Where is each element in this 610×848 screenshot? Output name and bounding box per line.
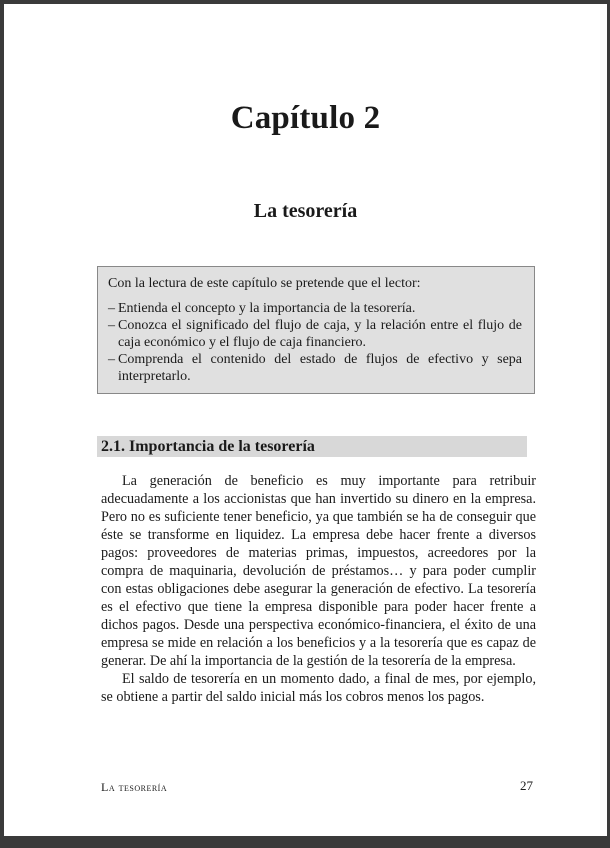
objective-item (108, 317, 522, 351)
page-number: 27 (520, 778, 533, 793)
chapter-title: Capítulo 2 (230, 100, 381, 136)
section-heading: 2.1. Importancia de la tesorería (97, 436, 527, 457)
objectives-box (97, 266, 535, 394)
objective-dash: – (108, 352, 115, 367)
objective-item (108, 300, 522, 317)
running-footer-title: La tesorería (101, 780, 168, 794)
body-paragraph: La generación de beneficio es muy importante para retribuir adecuadamente a los accionistas que han invertido su dinero en la empresa. Pero no es suficiente tener beneficio, ya que también se ha de conseguir que éste se transforme en liquidez. La empresa debe hacer frente a diversos pagos: proveedores de materias primas, impuestos, acreedores por la compra de maquinaria, devolución de préstamos… y para poder cumplir con estas obligaciones debe asegurar la generación de efectivo. La tesorería es el efectivo que tiene la empresa disponible para poder hacer frente a dichos pagos. Desde una perspectiva económico-financiera, el éxito de una empresa se mide en relación a los beneficios y a la tesorería que es capaz de generar. De ahí la importancia de la gestión de la tesorería de la empresa. (101, 473, 536, 669)
objective-dash: – (108, 301, 115, 316)
body-text (101, 472, 536, 706)
body-paragraph: El saldo de tesorería en un momento dado, a final de mes, por ejemplo, se obtiene a partir del saldo inicial más los cobros menos los pagos. (101, 671, 536, 705)
book-page (4, 4, 607, 836)
objectives-list (108, 300, 522, 385)
objective-text: Comprenda el contenido del estado de flujos de efectivo y sepa interpretarlo. (118, 352, 522, 384)
objectives-intro: Con la lectura de este capítulo se pretende que el lector: (108, 276, 421, 291)
chapter-subtitle: La tesorería (253, 200, 358, 222)
objective-text: Conozca el significado del flujo de caja, y la relación entre el flujo de caja económico y el flujo de caja financiero. (118, 318, 522, 350)
objective-dash: – (108, 318, 115, 333)
objective-text: Entienda el concepto y la importancia de la tesorería. (118, 301, 416, 316)
objective-item (108, 351, 522, 385)
